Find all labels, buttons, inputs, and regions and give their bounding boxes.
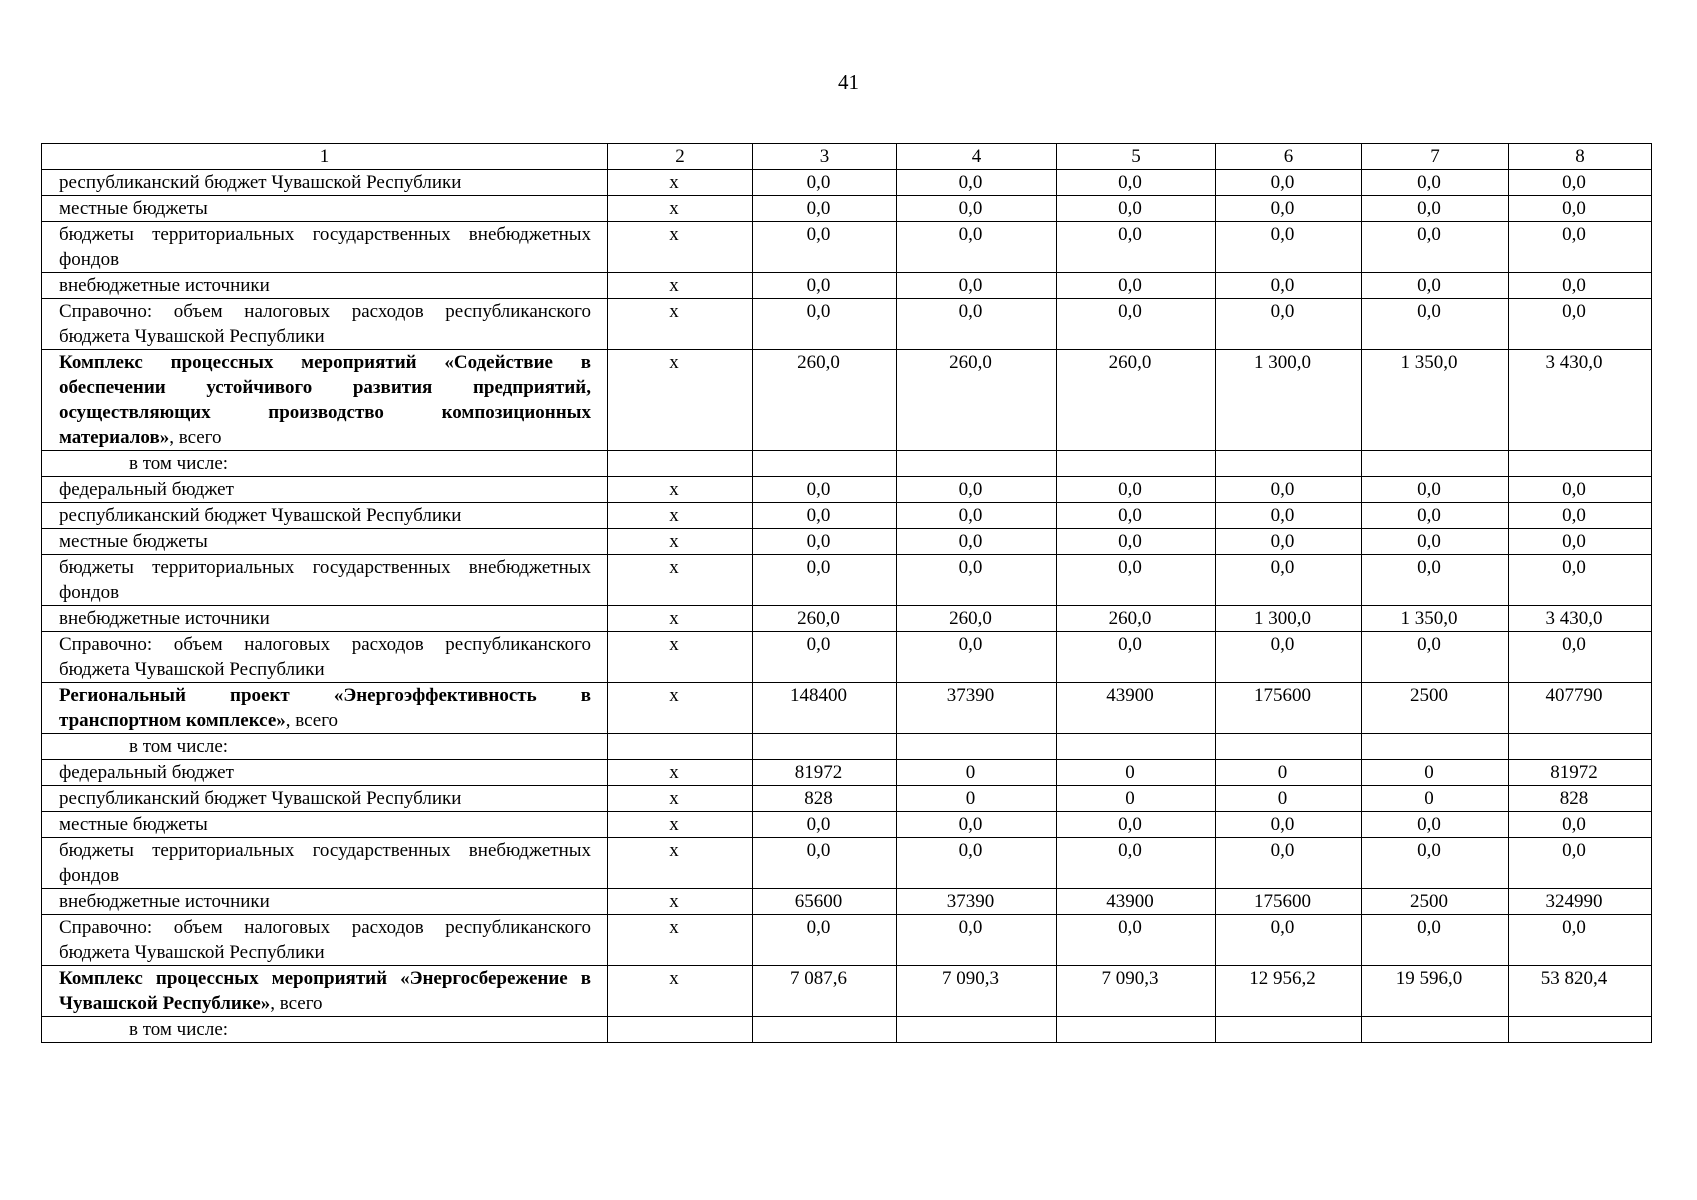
cell-value: 0,0 — [1216, 632, 1362, 683]
row-label — [42, 555, 608, 606]
table-row — [42, 786, 1652, 812]
cell-value: 53 820,4 — [1509, 966, 1652, 1017]
row-label — [42, 632, 608, 683]
row-label-line: транспортном комплексе» — [59, 710, 286, 731]
row-label — [42, 606, 608, 632]
table-row — [42, 915, 1652, 966]
cell-value: 0,0 — [1509, 812, 1652, 838]
row-label-line: ского бюджета Чувашской Республики — [59, 301, 591, 347]
cell-value: 0,0 — [1362, 299, 1509, 350]
row-label-suffix: , всего — [270, 993, 323, 1014]
row-label — [42, 222, 608, 273]
cell-value: 0,0 — [753, 915, 897, 966]
row-label-line: внебюджетные источники — [59, 608, 270, 629]
cell-value: 0,0 — [1216, 273, 1362, 299]
cell-value: 0 — [1216, 786, 1362, 812]
cell-value: 0,0 — [897, 273, 1057, 299]
cell-column-2: x — [608, 503, 753, 529]
cell-column-2: x — [608, 350, 753, 451]
row-label-line: республиканский бюджет Чувашской Республики — [59, 505, 462, 526]
cell-value: 0,0 — [897, 632, 1057, 683]
cell-value: 43900 — [1057, 683, 1216, 734]
row-label-line: федеральный бюджет — [59, 762, 234, 783]
cell-value: 0,0 — [753, 170, 897, 196]
row-label — [42, 350, 608, 451]
cell-value: 0,0 — [1509, 503, 1652, 529]
cell-value: 175600 — [1216, 889, 1362, 915]
cell-value: 0,0 — [1057, 299, 1216, 350]
cell-value: 0,0 — [897, 812, 1057, 838]
cell-value: 37390 — [897, 683, 1057, 734]
row-label-line: внебюджетные источники — [59, 891, 270, 912]
row-label-line: жетных фондов — [59, 557, 591, 603]
cell-value: 0,0 — [897, 477, 1057, 503]
cell-value: 0,0 — [1057, 196, 1216, 222]
cell-value: 0,0 — [1362, 632, 1509, 683]
cell-column-2: x — [608, 299, 753, 350]
cell-value — [753, 734, 897, 760]
cell-value: 43900 — [1057, 889, 1216, 915]
table-row — [42, 196, 1652, 222]
cell-column-2: x — [608, 683, 753, 734]
cell-value: 0,0 — [1362, 555, 1509, 606]
cell-column-2: x — [608, 529, 753, 555]
row-label — [42, 915, 608, 966]
row-label-line: местные бюджеты — [59, 531, 208, 552]
cell-value: 0,0 — [1509, 838, 1652, 889]
cell-value: 0,0 — [897, 299, 1057, 350]
row-label — [42, 734, 608, 760]
row-label-line: Справочно: объем налоговых расходов республикан — [59, 917, 548, 938]
cell-value — [753, 1017, 897, 1043]
cell-column-2: x — [608, 838, 753, 889]
cell-value: 81972 — [753, 760, 897, 786]
table-row — [42, 451, 1652, 477]
cell-column-2 — [608, 451, 753, 477]
cell-value: 828 — [1509, 786, 1652, 812]
cell-value: 0,0 — [1509, 632, 1652, 683]
cell-value — [1362, 451, 1509, 477]
cell-value: 0,0 — [1362, 477, 1509, 503]
cell-value: 0,0 — [1509, 915, 1652, 966]
cell-value: 0,0 — [1216, 529, 1362, 555]
cell-value: 0,0 — [1216, 299, 1362, 350]
table-row — [42, 477, 1652, 503]
row-label-line: республиканский бюджет Чувашской Республики — [59, 172, 462, 193]
cell-value — [1057, 1017, 1216, 1043]
row-label — [42, 889, 608, 915]
cell-value: 0,0 — [1216, 196, 1362, 222]
cell-value: 0,0 — [753, 632, 897, 683]
cell-value: 0,0 — [1509, 196, 1652, 222]
table-row — [42, 299, 1652, 350]
cell-column-2: x — [608, 760, 753, 786]
cell-column-2 — [608, 734, 753, 760]
cell-value: 0,0 — [1509, 477, 1652, 503]
cell-value: 2500 — [1362, 683, 1509, 734]
cell-column-2: x — [608, 555, 753, 606]
row-label — [42, 273, 608, 299]
cell-value: 0,0 — [1057, 222, 1216, 273]
row-label — [42, 529, 608, 555]
cell-value: 175600 — [1216, 683, 1362, 734]
row-label-line: в том числе: — [129, 453, 229, 474]
row-label — [42, 451, 608, 477]
cell-value: 0,0 — [1362, 170, 1509, 196]
cell-value — [1509, 451, 1652, 477]
row-label-line: в том числе: — [129, 736, 229, 757]
cell-value: 7 090,3 — [897, 966, 1057, 1017]
row-label-line: в том числе: — [129, 1019, 229, 1040]
row-label — [42, 786, 608, 812]
cell-value: 0,0 — [1362, 503, 1509, 529]
cell-value: 0 — [897, 760, 1057, 786]
row-label-line: обеспечении устойчивого развития предприятий, — [59, 377, 591, 398]
table-row — [42, 273, 1652, 299]
cell-value: 260,0 — [1057, 350, 1216, 451]
cell-value: 0,0 — [1057, 503, 1216, 529]
cell-value: 0,0 — [1057, 632, 1216, 683]
cell-value: 0,0 — [753, 812, 897, 838]
cell-value: 260,0 — [753, 350, 897, 451]
cell-value: 0,0 — [1216, 477, 1362, 503]
cell-value: 19 596,0 — [1362, 966, 1509, 1017]
row-label — [42, 812, 608, 838]
cell-value: 0,0 — [1216, 838, 1362, 889]
cell-column-2: x — [608, 606, 753, 632]
row-label-line: бюджеты территориальных государственных внебюд — [59, 557, 529, 578]
cell-value: 0,0 — [1057, 555, 1216, 606]
cell-value: 0,0 — [1362, 838, 1509, 889]
row-label-line: бюджеты территориальных государственных внебюд — [59, 224, 529, 245]
cell-value — [1057, 734, 1216, 760]
row-label-line: осуществляющих производство композиционных — [59, 402, 591, 423]
cell-value: 0,0 — [897, 555, 1057, 606]
column-number-2: 2 — [608, 144, 753, 170]
cell-value: 0,0 — [753, 196, 897, 222]
column-number-1: 1 — [42, 144, 608, 170]
row-label-line: внебюджетные источники — [59, 275, 270, 296]
cell-value: 1 350,0 — [1362, 606, 1509, 632]
header-row — [42, 144, 1652, 170]
cell-value: 7 087,6 — [753, 966, 897, 1017]
cell-value: 2500 — [1362, 889, 1509, 915]
cell-value: 0,0 — [1216, 170, 1362, 196]
cell-value — [1362, 1017, 1509, 1043]
row-label — [42, 299, 608, 350]
cell-value: 0,0 — [1057, 477, 1216, 503]
table-row — [42, 555, 1652, 606]
cell-value — [897, 1017, 1057, 1043]
cell-value: 0,0 — [1216, 915, 1362, 966]
cell-value: 0,0 — [897, 529, 1057, 555]
row-label-line: Комплекс процессных мероприятий «Энергосбере — [59, 968, 516, 989]
cell-value: 0,0 — [753, 555, 897, 606]
column-number-6: 6 — [1216, 144, 1362, 170]
cell-value: 0,0 — [1509, 555, 1652, 606]
cell-value: 407790 — [1509, 683, 1652, 734]
cell-value: 0,0 — [1509, 222, 1652, 273]
row-label-line: бюджеты территориальных государственных внебюд — [59, 840, 529, 861]
budget-table — [41, 143, 1652, 1043]
cell-value — [1216, 734, 1362, 760]
cell-value: 0,0 — [1362, 196, 1509, 222]
cell-value: 81972 — [1509, 760, 1652, 786]
column-number-8: 8 — [1509, 144, 1652, 170]
cell-value: 0,0 — [1057, 273, 1216, 299]
table-row — [42, 760, 1652, 786]
row-label-line: республиканский бюджет Чувашской Республики — [59, 788, 462, 809]
cell-value: 0,0 — [753, 529, 897, 555]
cell-value: 0,0 — [1509, 529, 1652, 555]
row-label-line: жетных фондов — [59, 224, 591, 270]
cell-value: 0,0 — [897, 915, 1057, 966]
cell-value — [1216, 1017, 1362, 1043]
cell-value: 3 430,0 — [1509, 350, 1652, 451]
cell-value: 0,0 — [1057, 170, 1216, 196]
cell-value: 260,0 — [897, 350, 1057, 451]
cell-value — [753, 451, 897, 477]
cell-value: 0,0 — [1057, 915, 1216, 966]
row-label — [42, 477, 608, 503]
cell-value: 0,0 — [897, 838, 1057, 889]
table-row — [42, 734, 1652, 760]
cell-value — [1216, 451, 1362, 477]
row-label — [42, 683, 608, 734]
cell-value: 1 300,0 — [1216, 350, 1362, 451]
cell-value: 0,0 — [1362, 812, 1509, 838]
row-label-line: Комплекс процессных мероприятий «Содействие в — [59, 352, 591, 373]
table-row — [42, 632, 1652, 683]
cell-column-2: x — [608, 812, 753, 838]
row-label-line: жетных фондов — [59, 840, 591, 886]
row-label-line: местные бюджеты — [59, 198, 208, 219]
cell-value: 1 300,0 — [1216, 606, 1362, 632]
row-label-line: Справочно: объем налоговых расходов республикан — [59, 634, 548, 655]
cell-column-2: x — [608, 170, 753, 196]
table-row — [42, 529, 1652, 555]
row-label — [42, 503, 608, 529]
cell-value: 0,0 — [753, 503, 897, 529]
cell-column-2: x — [608, 915, 753, 966]
row-label — [42, 196, 608, 222]
table-row — [42, 966, 1652, 1017]
column-number-7: 7 — [1362, 144, 1509, 170]
row-label — [42, 1017, 608, 1043]
cell-value: 0,0 — [753, 477, 897, 503]
cell-value: 0,0 — [1216, 812, 1362, 838]
row-label-line: Региональный проект «Энергоэффективность в — [59, 685, 591, 706]
cell-value: 0,0 — [1216, 222, 1362, 273]
cell-value: 0,0 — [1057, 812, 1216, 838]
cell-column-2: x — [608, 196, 753, 222]
cell-value — [1509, 1017, 1652, 1043]
cell-column-2: x — [608, 273, 753, 299]
page-number: 41 — [838, 70, 859, 94]
table-row — [42, 222, 1652, 273]
row-label — [42, 838, 608, 889]
cell-value: 0,0 — [1362, 529, 1509, 555]
table-row — [42, 683, 1652, 734]
column-number-3: 3 — [753, 144, 897, 170]
cell-value: 65600 — [753, 889, 897, 915]
cell-value — [1509, 734, 1652, 760]
cell-value: 828 — [753, 786, 897, 812]
cell-value: 0,0 — [1057, 529, 1216, 555]
column-number-4: 4 — [897, 144, 1057, 170]
cell-value: 0,0 — [1362, 222, 1509, 273]
cell-value: 0,0 — [1509, 299, 1652, 350]
cell-value: 0 — [1057, 786, 1216, 812]
table-row — [42, 503, 1652, 529]
cell-value: 0,0 — [753, 222, 897, 273]
cell-value: 7 090,3 — [1057, 966, 1216, 1017]
cell-value: 0,0 — [1362, 915, 1509, 966]
cell-column-2: x — [608, 966, 753, 1017]
row-label — [42, 760, 608, 786]
cell-value: 0 — [1362, 786, 1509, 812]
row-label — [42, 170, 608, 196]
cell-column-2: x — [608, 477, 753, 503]
row-label-line: ского бюджета Чувашской Республики — [59, 917, 591, 963]
row-label-line: материалов» — [59, 427, 170, 448]
cell-value: 0,0 — [1057, 838, 1216, 889]
cell-column-2: x — [608, 222, 753, 273]
column-number-5: 5 — [1057, 144, 1216, 170]
cell-column-2 — [608, 1017, 753, 1043]
table-row — [42, 889, 1652, 915]
cell-value: 0,0 — [1509, 273, 1652, 299]
cell-value: 0,0 — [897, 222, 1057, 273]
cell-value: 0 — [1057, 760, 1216, 786]
row-label — [42, 966, 608, 1017]
cell-value: 0,0 — [1216, 555, 1362, 606]
cell-value: 0,0 — [897, 503, 1057, 529]
cell-value — [1057, 451, 1216, 477]
cell-value: 324990 — [1509, 889, 1652, 915]
row-label-suffix: , всего — [285, 710, 339, 731]
cell-column-2: x — [608, 889, 753, 915]
cell-value: 0 — [897, 786, 1057, 812]
cell-value: 0,0 — [753, 838, 897, 889]
cell-value: 0,0 — [1362, 273, 1509, 299]
cell-value: 0 — [1216, 760, 1362, 786]
cell-value: 0,0 — [1509, 170, 1652, 196]
table-row — [42, 838, 1652, 889]
cell-value — [1362, 734, 1509, 760]
row-label-line: федеральный бюджет — [59, 479, 234, 500]
cell-column-2: x — [608, 786, 753, 812]
row-label-line: местные бюджеты — [59, 814, 208, 835]
cell-value: 0,0 — [897, 170, 1057, 196]
table-row — [42, 350, 1652, 451]
row-label-line: Справочно: объем налоговых расходов республикан — [59, 301, 548, 322]
cell-value: 0,0 — [753, 299, 897, 350]
cell-value: 0,0 — [753, 273, 897, 299]
row-label-line: жение в Чувашской Республике» — [59, 968, 591, 1014]
cell-value: 260,0 — [897, 606, 1057, 632]
row-label-line: ского бюджета Чувашской Республики — [59, 634, 591, 680]
cell-value: 0 — [1362, 760, 1509, 786]
row-label-suffix: , всего — [169, 427, 222, 448]
cell-value: 1 350,0 — [1362, 350, 1509, 451]
cell-column-2: x — [608, 632, 753, 683]
table-row — [42, 606, 1652, 632]
table-row — [42, 1017, 1652, 1043]
cell-value: 0,0 — [1216, 503, 1362, 529]
cell-value: 260,0 — [1057, 606, 1216, 632]
cell-value: 12 956,2 — [1216, 966, 1362, 1017]
table-row — [42, 812, 1652, 838]
cell-value: 37390 — [897, 889, 1057, 915]
cell-value — [897, 451, 1057, 477]
cell-value: 260,0 — [753, 606, 897, 632]
cell-value: 0,0 — [897, 196, 1057, 222]
cell-value: 3 430,0 — [1509, 606, 1652, 632]
cell-value: 148400 — [753, 683, 897, 734]
table-row — [42, 170, 1652, 196]
cell-value — [897, 734, 1057, 760]
